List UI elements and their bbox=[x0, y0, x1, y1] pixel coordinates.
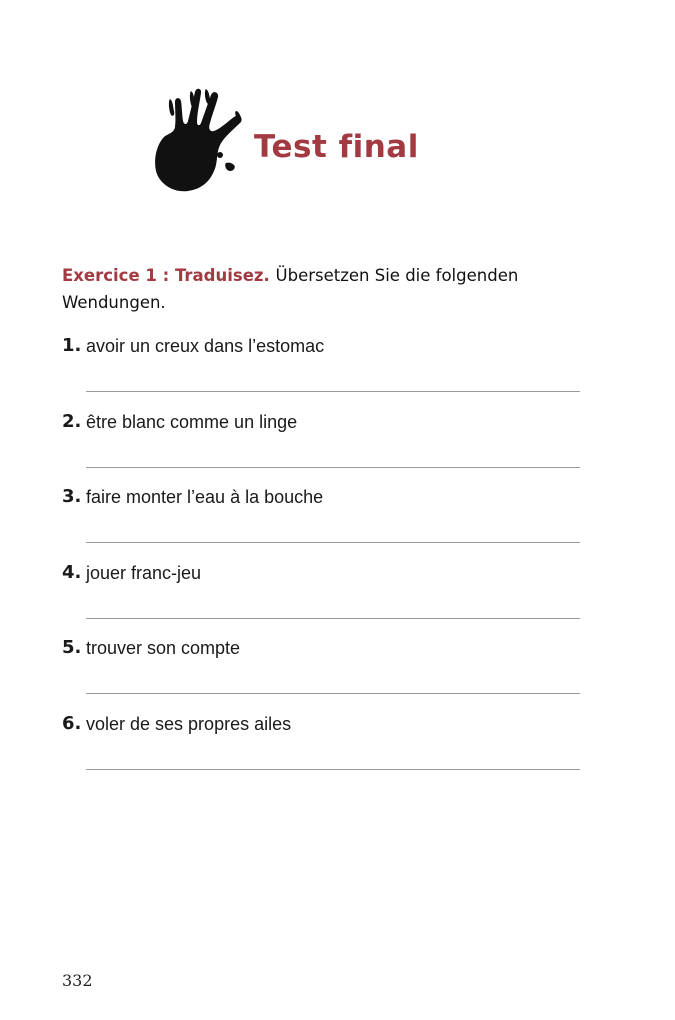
exercise-list bbox=[62, 330, 582, 783]
answer-line bbox=[86, 693, 580, 694]
item-phrase: faire monter l’eau à la bouche bbox=[86, 487, 324, 507]
item-number: 3. bbox=[62, 486, 82, 507]
item-phrase: trouver son compte bbox=[86, 638, 241, 658]
page-header bbox=[150, 85, 470, 200]
answer-line bbox=[86, 467, 580, 468]
item-phrase: voler de ses propres ailes bbox=[86, 713, 292, 734]
list-item bbox=[62, 708, 582, 784]
item-phrase: jouer franc-jeu bbox=[86, 562, 202, 583]
answer-line bbox=[86, 618, 580, 619]
page-number: 332 bbox=[62, 971, 93, 990]
list-item bbox=[62, 406, 582, 482]
list-item bbox=[62, 632, 582, 708]
item-phrase: être blanc comme un linge bbox=[86, 411, 298, 432]
answer-line bbox=[86, 769, 580, 770]
item-number: 2. bbox=[62, 410, 82, 432]
answer-line bbox=[86, 391, 580, 392]
list-item bbox=[62, 557, 582, 633]
item-number: 1. bbox=[62, 335, 82, 356]
item-number: 6. bbox=[62, 712, 82, 734]
exercise-instructions bbox=[62, 262, 602, 316]
exercise-instruction-text: Übersetzen Sie die folgenden Wendungen. bbox=[62, 266, 519, 312]
item-number: 4. bbox=[62, 561, 82, 583]
exercise-label: Exercice 1 : Traduisez. bbox=[62, 266, 270, 285]
handprint-icon bbox=[150, 85, 250, 195]
item-phrase: avoir un creux dans l’estomac bbox=[86, 336, 325, 356]
answer-line bbox=[86, 542, 580, 543]
list-item bbox=[62, 481, 582, 557]
page-title: Test final bbox=[254, 129, 419, 165]
list-item bbox=[62, 330, 582, 406]
item-number: 5. bbox=[62, 637, 82, 658]
